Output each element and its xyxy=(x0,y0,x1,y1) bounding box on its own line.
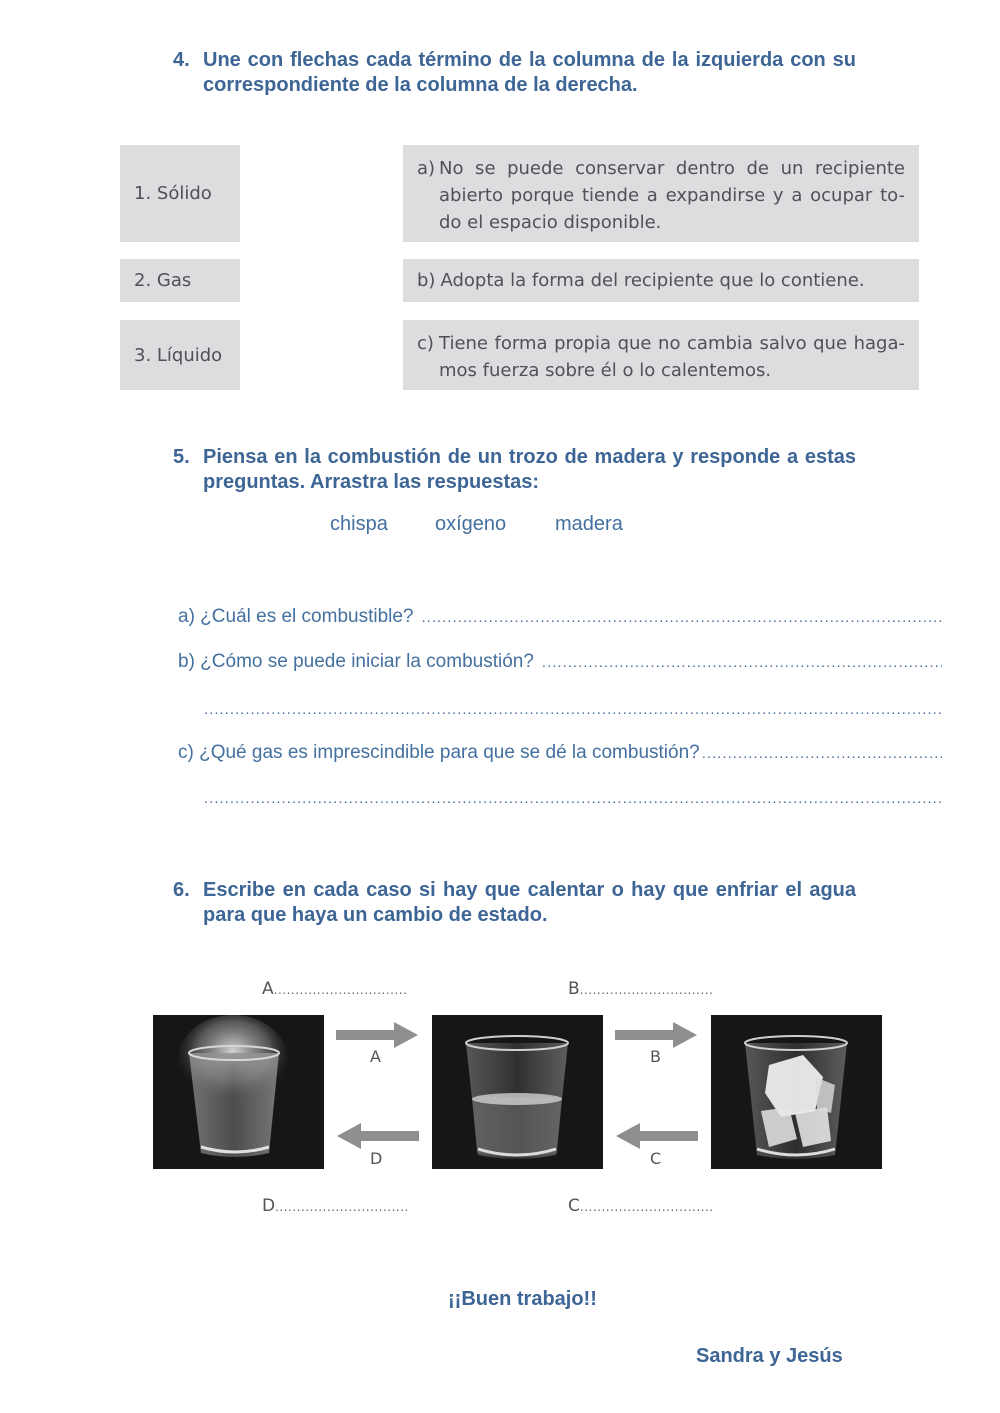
arrow-label-d: D xyxy=(370,1149,383,1168)
term-solido[interactable] xyxy=(120,145,240,242)
answer-slot-d[interactable]: D............................... xyxy=(262,1196,409,1216)
slot-letter: D xyxy=(262,1196,276,1216)
answer-slot-a[interactable]: A............................... xyxy=(262,979,408,999)
exercise-number: 5. xyxy=(173,446,190,468)
question-b xyxy=(178,651,942,673)
answer-line-b-extra[interactable] xyxy=(204,701,942,718)
arrow-label-a: A xyxy=(370,1047,381,1066)
question-text: a) ¿Cuál es el combustible? xyxy=(178,606,414,627)
question-a xyxy=(178,606,942,628)
definition-text: Adopta la forma del recipiente que lo contiene. xyxy=(440,270,865,291)
arrow-left-c-icon xyxy=(616,1121,698,1151)
definition-letter: c) xyxy=(417,333,434,354)
definition-c[interactable] xyxy=(403,320,919,390)
definition-text: No se puede conservar dentro de un recipiente abierto porque tiende a expandirse y a ocupar to- do el espacio disponible. xyxy=(439,158,905,233)
definition-a[interactable] xyxy=(403,145,919,242)
definition-text: Tiene forma propia que no cambia salvo que haga- mos fuerza sobre él o lo calentemos. xyxy=(439,333,905,381)
answer-line-c-extra[interactable] xyxy=(204,790,942,807)
arrow-right-a-icon xyxy=(336,1020,418,1050)
question-text: c) ¿Qué gas es imprescindible para que se dé la combustión? xyxy=(178,742,700,763)
exercise-instruction: Escribe en cada caso si hay que calentar o hay que enfriar el agua para que haya un cambio de estado. xyxy=(203,879,856,926)
question-text: b) ¿Cómo se puede iniciar la combustión? xyxy=(178,651,534,672)
exercise-number: 4. xyxy=(173,49,190,71)
term-gas[interactable] xyxy=(120,259,240,302)
arrow-label-c: C xyxy=(650,1149,662,1168)
arrow-label-b: B xyxy=(650,1047,661,1066)
slot-letter: A xyxy=(262,979,274,999)
slot-letter: C xyxy=(568,1196,580,1216)
drag-word-chispa[interactable]: chispa xyxy=(330,513,388,535)
exercise-number: 6. xyxy=(173,879,190,901)
exercise-5-heading xyxy=(173,445,856,495)
water-glass-image xyxy=(432,1015,603,1169)
definition-letter: a) xyxy=(417,158,436,179)
arrow-right-b-icon xyxy=(615,1020,697,1050)
arrow-left-d-icon xyxy=(337,1121,419,1151)
term-label: 1. Sólido xyxy=(134,183,212,204)
term-label: 2. Gas xyxy=(134,270,192,291)
exercise-instruction: Une con flechas cada término de la columna de la izquierda con su correspondiente de la columna de la derecha. xyxy=(203,49,856,96)
answer-slot-b[interactable]: B............................... xyxy=(568,979,714,999)
answer-drop-zone-c[interactable] xyxy=(702,745,942,762)
definition-letter: b) xyxy=(417,270,436,291)
exercise-6-heading xyxy=(173,878,856,928)
term-liquido[interactable] xyxy=(120,320,240,390)
term-label: 3. Líquido xyxy=(134,344,223,366)
authors-signature: Sandra y Jesús xyxy=(696,1345,843,1367)
answer-slot-c[interactable]: C............................... xyxy=(568,1196,714,1216)
drag-word-madera[interactable]: madera xyxy=(555,513,623,535)
good-job-message: ¡¡Buen trabajo!! xyxy=(448,1288,597,1310)
definition-b[interactable] xyxy=(403,259,919,302)
exercise-4-heading xyxy=(173,48,856,98)
slot-letter: B xyxy=(568,979,580,999)
question-c xyxy=(178,742,942,764)
ice-glass-image xyxy=(711,1015,882,1169)
vapor-glass-image xyxy=(153,1015,324,1169)
exercise-instruction: Piensa en la combustión de un trozo de madera y responde a estas preguntas. Arrastra las respuestas: xyxy=(203,446,856,493)
answer-drop-zone-a[interactable] xyxy=(422,609,943,626)
answer-drop-zone-b[interactable] xyxy=(542,654,942,671)
drag-word-oxigeno[interactable]: oxígeno xyxy=(435,513,507,535)
